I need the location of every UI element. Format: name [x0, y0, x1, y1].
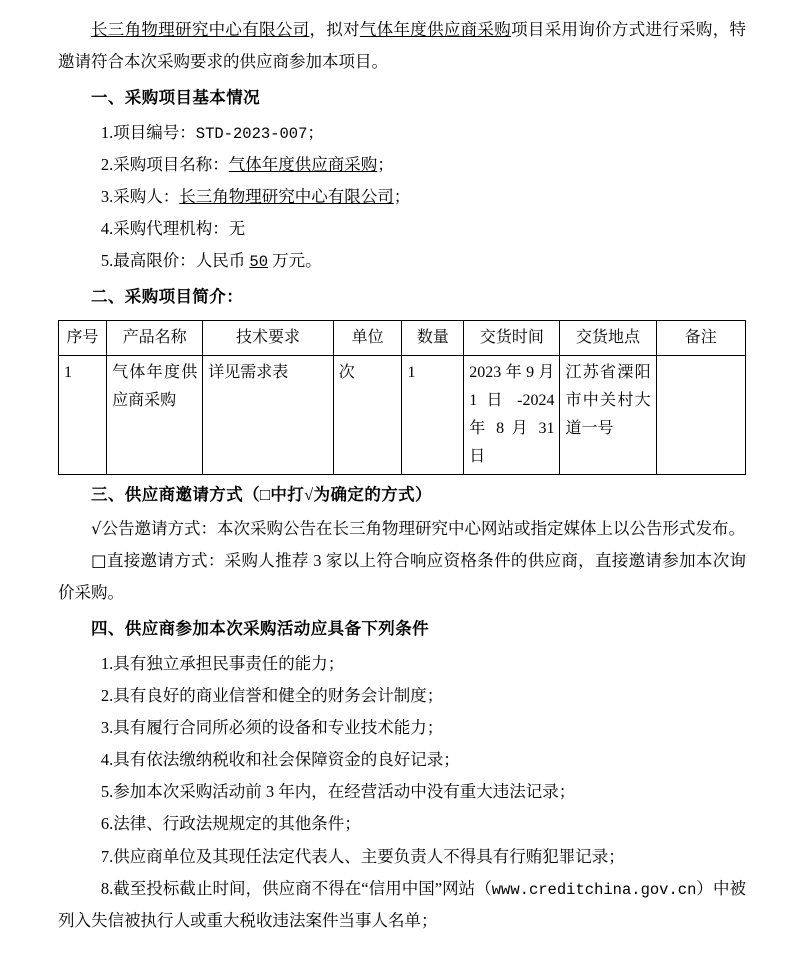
item-text: 具有履行合同所必须的设备和专业技术能力；: [113, 717, 444, 737]
item-number: 3.: [100, 717, 114, 737]
item-number: 8.: [100, 878, 114, 898]
table-header-cell: 数量: [402, 320, 464, 355]
section3-title: [58, 479, 746, 511]
credit-china-url: www.creditchina.gov.cn: [491, 880, 697, 899]
table-header-cell: 产品名称: [107, 320, 203, 355]
cell-delivery-place: 江苏省溧阳市中关村大道一号: [560, 355, 656, 474]
table-header-cell: 单位: [333, 320, 402, 355]
section1-list: [58, 117, 746, 278]
item-text: 具有独立承担民事责任的能力；: [113, 653, 345, 673]
intro-paragraph: [58, 14, 746, 78]
item-number: 4.: [100, 750, 114, 770]
item-text-post: ）中被列入失信被执行人或重大税收违法案件当事人名单；: [58, 878, 746, 930]
checkbox-empty-icon[interactable]: □: [91, 550, 107, 570]
item-value: 50: [249, 253, 268, 272]
item-text: 法律、行政法规规定的其他条件；: [113, 814, 361, 834]
option-label: 公告邀请方式：: [101, 518, 218, 538]
item-value: 长三角物理研究中心有限公司: [179, 186, 394, 206]
item-text-pre: 截至投标截止时间，供应商不得在“信用中国”网站（: [113, 878, 492, 898]
section3-title-note: （□中打√为确定的方式）: [243, 484, 432, 504]
table-header-cell: 交货时间: [464, 320, 560, 355]
item-label: 最高限价：人民币: [113, 251, 250, 271]
section4-list: [58, 648, 746, 938]
item-text: 参加本次采购活动前 3 年内，在经营活动中没有重大违法记录；: [113, 782, 576, 802]
cell-unit: 次: [333, 355, 402, 474]
table-header-cell: 备注: [656, 320, 745, 355]
item-number: 1.: [100, 653, 114, 673]
list-item: [58, 808, 746, 840]
item-tail: 万元。: [268, 251, 322, 271]
list-item: [58, 181, 746, 213]
item-tail: ；: [377, 154, 394, 174]
item-number: 5.: [100, 782, 114, 802]
item-text: 具有良好的商业信誉和健全的财务会计制度；: [113, 685, 444, 705]
intro-project: 气体年度供应商采购: [359, 20, 512, 39]
table-row: [59, 355, 746, 474]
item-label: 采购项目名称：: [113, 154, 229, 174]
procurement-table: [58, 320, 746, 475]
cell-seq: 1: [59, 355, 107, 474]
list-item: [58, 648, 746, 680]
list-item: [58, 680, 746, 712]
section2-title: 二、采购项目简介：: [91, 287, 244, 307]
item-text: 具有依法缴纳税收和社会保障资金的良好记录；: [113, 750, 460, 770]
list-item: [58, 873, 746, 937]
list-item: [58, 841, 746, 873]
item-number: 4.: [100, 219, 114, 239]
item-value: 无: [228, 219, 246, 239]
item-label: 采购人：: [113, 186, 180, 206]
table-header-cell: 序号: [59, 320, 107, 355]
list-item: [58, 149, 746, 181]
list-item: [58, 776, 746, 808]
cell-delivery-time: 2023 年 9 月 1 日 -2024 年 8 月 31 日: [464, 355, 560, 474]
item-number: 7.: [100, 846, 114, 866]
list-item: [58, 117, 746, 149]
item-number: 2.: [100, 154, 114, 174]
item-label: 项目编号：: [113, 122, 196, 142]
item-value: STD-2023-007: [195, 124, 308, 143]
item-number: 2.: [100, 685, 114, 705]
list-item: [58, 213, 746, 245]
table-header-row: [59, 320, 746, 355]
option-text: 本次采购公告在长三角物理研究中心网站或指定媒体上以公告形式发布。: [217, 518, 746, 538]
item-tail: ；: [393, 186, 411, 206]
cell-tech-requirement: 详见需求表: [203, 355, 334, 474]
option-text: 采购人推荐 3 家以上符合响应资格条件的供应商，直接邀请参加本次询价采购。: [58, 550, 747, 603]
list-item: [58, 245, 746, 277]
item-number: 1.: [100, 122, 114, 142]
cell-note: [656, 355, 745, 474]
option-label: 直接邀请方式：: [106, 550, 225, 570]
section4-title: 四、供应商参加本次采购活动应具备下列条件: [91, 619, 429, 639]
checkbox-checked-icon[interactable]: √: [91, 518, 102, 538]
cell-quantity: 1: [402, 355, 464, 474]
item-number: 5.: [100, 251, 114, 271]
item-number: 3.: [100, 186, 114, 206]
intro-mid: ，拟对: [309, 20, 360, 39]
intro-after: 项目采用询价方式进行采购，特邀请符合本次采购要求的供应商参加本项目。: [58, 20, 747, 72]
intro-company: 长三角物理研究中心有限公司: [91, 20, 310, 39]
list-item: [58, 744, 746, 776]
section1-title: 一、采购项目基本情况: [91, 88, 260, 108]
item-tail: ；: [307, 122, 324, 142]
item-text: 供应商单位及其现任法定代表人、主要负责人不得具有行贿犯罪记录；: [113, 846, 625, 866]
table-header-cell: 交货地点: [560, 320, 656, 355]
invite-option-public: [58, 513, 746, 545]
list-item: [58, 712, 746, 744]
invite-option-direct: [58, 545, 746, 609]
item-number: 6.: [100, 814, 114, 834]
table-header-cell: 技术要求: [203, 320, 334, 355]
item-label: 采购代理机构：: [113, 219, 229, 239]
section3-title-text: 三、供应商邀请方式: [91, 484, 244, 504]
cell-product-name: 气体年度供应商采购: [107, 355, 203, 474]
item-value: 气体年度供应商采购: [228, 154, 378, 174]
